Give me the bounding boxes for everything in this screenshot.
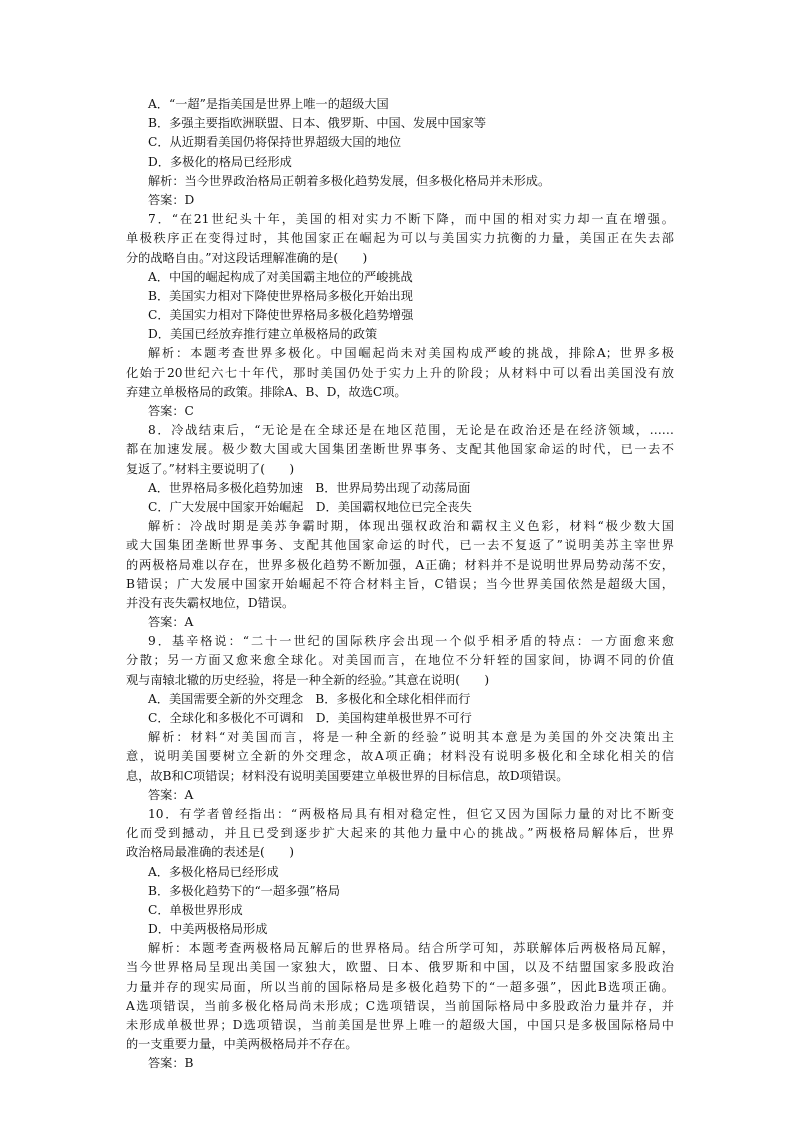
text-line: B．多强主要指欧洲联盟、日本、俄罗斯、中国、发展中国家等 — [148, 116, 487, 131]
text-line: 9．基辛格说：“二十一世纪的国际秩序会出现一个似乎相矛盾的特点：一方面愈来愈 — [148, 634, 674, 649]
text-line: 8．冷战结束后，“无论是在全球还是在地区范围，无论是在政治还是在经济领域，…… — [148, 423, 674, 438]
text-line: A．美国需要全新的外交理念 B．多极化和全球化相伴而行 — [148, 691, 471, 706]
text-line: B．多极化趋势下的“一超多强”格局 — [148, 883, 341, 898]
text-line: 或大国集团垄断世界事务、支配其他国家命运的时代，已一去不复返了”说明美苏主宰世界 — [126, 538, 674, 553]
text-line: 7．“在21世纪头十年，美国的相对实力不断下降，而中国的相对实力却一直在增强。 — [148, 212, 674, 227]
text-line: C．单极世界形成 — [148, 902, 243, 917]
text-line: 解析：当今世界政治格局正朝着多极化趋势发展，但多极化格局并未形成。 — [148, 173, 551, 188]
text-line: 息，故B和C项错误；材料没有说明美国要建立单极世界的目标信息，故D项错误。 — [126, 768, 569, 783]
text-line: D．美国已经放弃推行建立单极格局的政策 — [148, 327, 378, 342]
text-line: 复返了。”材料主要说明了( ) — [126, 461, 295, 476]
text-line: C．全球化和多极化不可调和 D．美国构建单极世界不可行 — [148, 711, 472, 725]
text-line: 未形成单极世界；D选项错误，当前美国是世界上唯一的超级大国，中国只是多极国际格局中 — [126, 1018, 674, 1032]
text-line: C．广大发展中国家开始崛起 D．美国霸权地位已完全丧失 — [148, 499, 472, 514]
text-line: 政治格局最准确的表述是( ) — [126, 845, 294, 860]
text-line: 单极秩序正在变得过时，其他国家正在崛起为可以与美国实力抗衡的力量，美国正在失去部 — [126, 231, 674, 246]
text-line: 分的战略自由。”对这段话理解准确的是( ) — [126, 250, 368, 265]
text-line: 并没有丧失霸权地位，D错误。 — [126, 595, 295, 610]
text-line: A选项错误，当前多极化格局尚未形成；C选项错误，当前国际格局中多股政治力量并存，并 — [126, 998, 674, 1013]
text-line: C．美国实力相对下降使世界格局多极化趋势增强 — [148, 308, 414, 323]
text-line: 解析：本题考查两极格局瓦解后的世界格局。结合所学可知，苏联解体后两极格局瓦解， — [148, 941, 674, 956]
text-line: C．从近期看美国仍将保持世界超级大国的地位 — [148, 135, 402, 150]
text-line: 分散；另一方面又愈来愈全球化。对美国而言，在地位不分轩轾的国家间，协调不同的价值 — [126, 653, 674, 668]
text-line: 观与南辕北辙的历史经验，将是一种全新的经验。”其意在说明( ) — [126, 672, 490, 687]
text-line: A．多极化格局已经形成 — [148, 864, 279, 879]
text-line: A．“一超”是指美国是世界上唯一的超级大国 — [148, 97, 389, 111]
text-line: 答案：A — [148, 615, 194, 630]
text-line: 答案：C — [148, 404, 194, 418]
text-line: 当今世界格局呈现出美国一家独大，欧盟、日本、俄罗斯和中国，以及不结盟国家多股政治 — [126, 960, 674, 975]
text-line: 解析：材料“对美国而言，将是一种全新的经验”说明其本意是为美国的外交决策出主 — [148, 730, 674, 745]
text-line: 答案：A — [148, 787, 194, 802]
text-line: 答案：B — [148, 1056, 194, 1071]
text-line: D．中美两极格局形成 — [148, 922, 268, 937]
text-line: 都在加速发展。极少数大国或大国集团垄断世界事务、支配其他国家命运的时代，已一去不 — [126, 442, 674, 457]
text-line: D．多极化的格局已经形成 — [148, 154, 292, 169]
text-line: A．世界格局多极化趋势加速 B．世界局势出现了动荡局面 — [148, 480, 471, 495]
text-line: 解析：本题考查世界多极化。中国崛起尚未对美国构成严峻的挑战，排除A；世界多极 — [148, 346, 674, 361]
text-line: B错误；广大发展中国家开始崛起不符合材料主旨，C错误；当今世界美国依然是超级大国， — [126, 576, 674, 591]
text-line: 弃建立单极格局的政策。排除A、B、D，故选C项。 — [126, 384, 407, 399]
text-line: B．美国实力相对下降使世界格局多极化开始出现 — [148, 288, 413, 303]
text-line: A．中国的崛起构成了对美国霸主地位的严峻挑战 — [148, 269, 413, 284]
text-line: 的一支重要力量，中美两极格局并不存在。 — [126, 1037, 358, 1052]
text-line: 化而受到撼动，并且已受到逐步扩大起来的其他力量中心的挑战。”两极格局解体后，世界 — [126, 826, 674, 841]
document-page — [126, 95, 674, 1074]
text-line: 的两极格局难以存在，世界多极化趋势不断加强，A正确；材料并不是说明世界局势动荡不安， — [126, 557, 674, 572]
text-line: 答案：D — [148, 192, 195, 207]
text-line: 力量并存的现实局面，所以当前的国际格局是多极化趋势下的“一超多强”，因此B选项正确。 — [126, 979, 674, 994]
text-line: 解析：冷战时期是美苏争霸时期，体现出强权政治和霸权主义色彩，材料“极少数大国 — [148, 519, 674, 534]
text-line: 意，说明美国要树立全新的外交理念，故A项正确；材料没有说明多极化和全球化相关的信 — [126, 749, 674, 764]
text-line: 10．有学者曾经指出：“两极格局具有相对稳定性，但它又因为国际力量的对比不断变 — [148, 806, 674, 821]
text-line: 化始于20世纪六七十年代，那时美国仍处于实力上升的阶段；从材料中可以看出美国没有放 — [126, 365, 674, 380]
